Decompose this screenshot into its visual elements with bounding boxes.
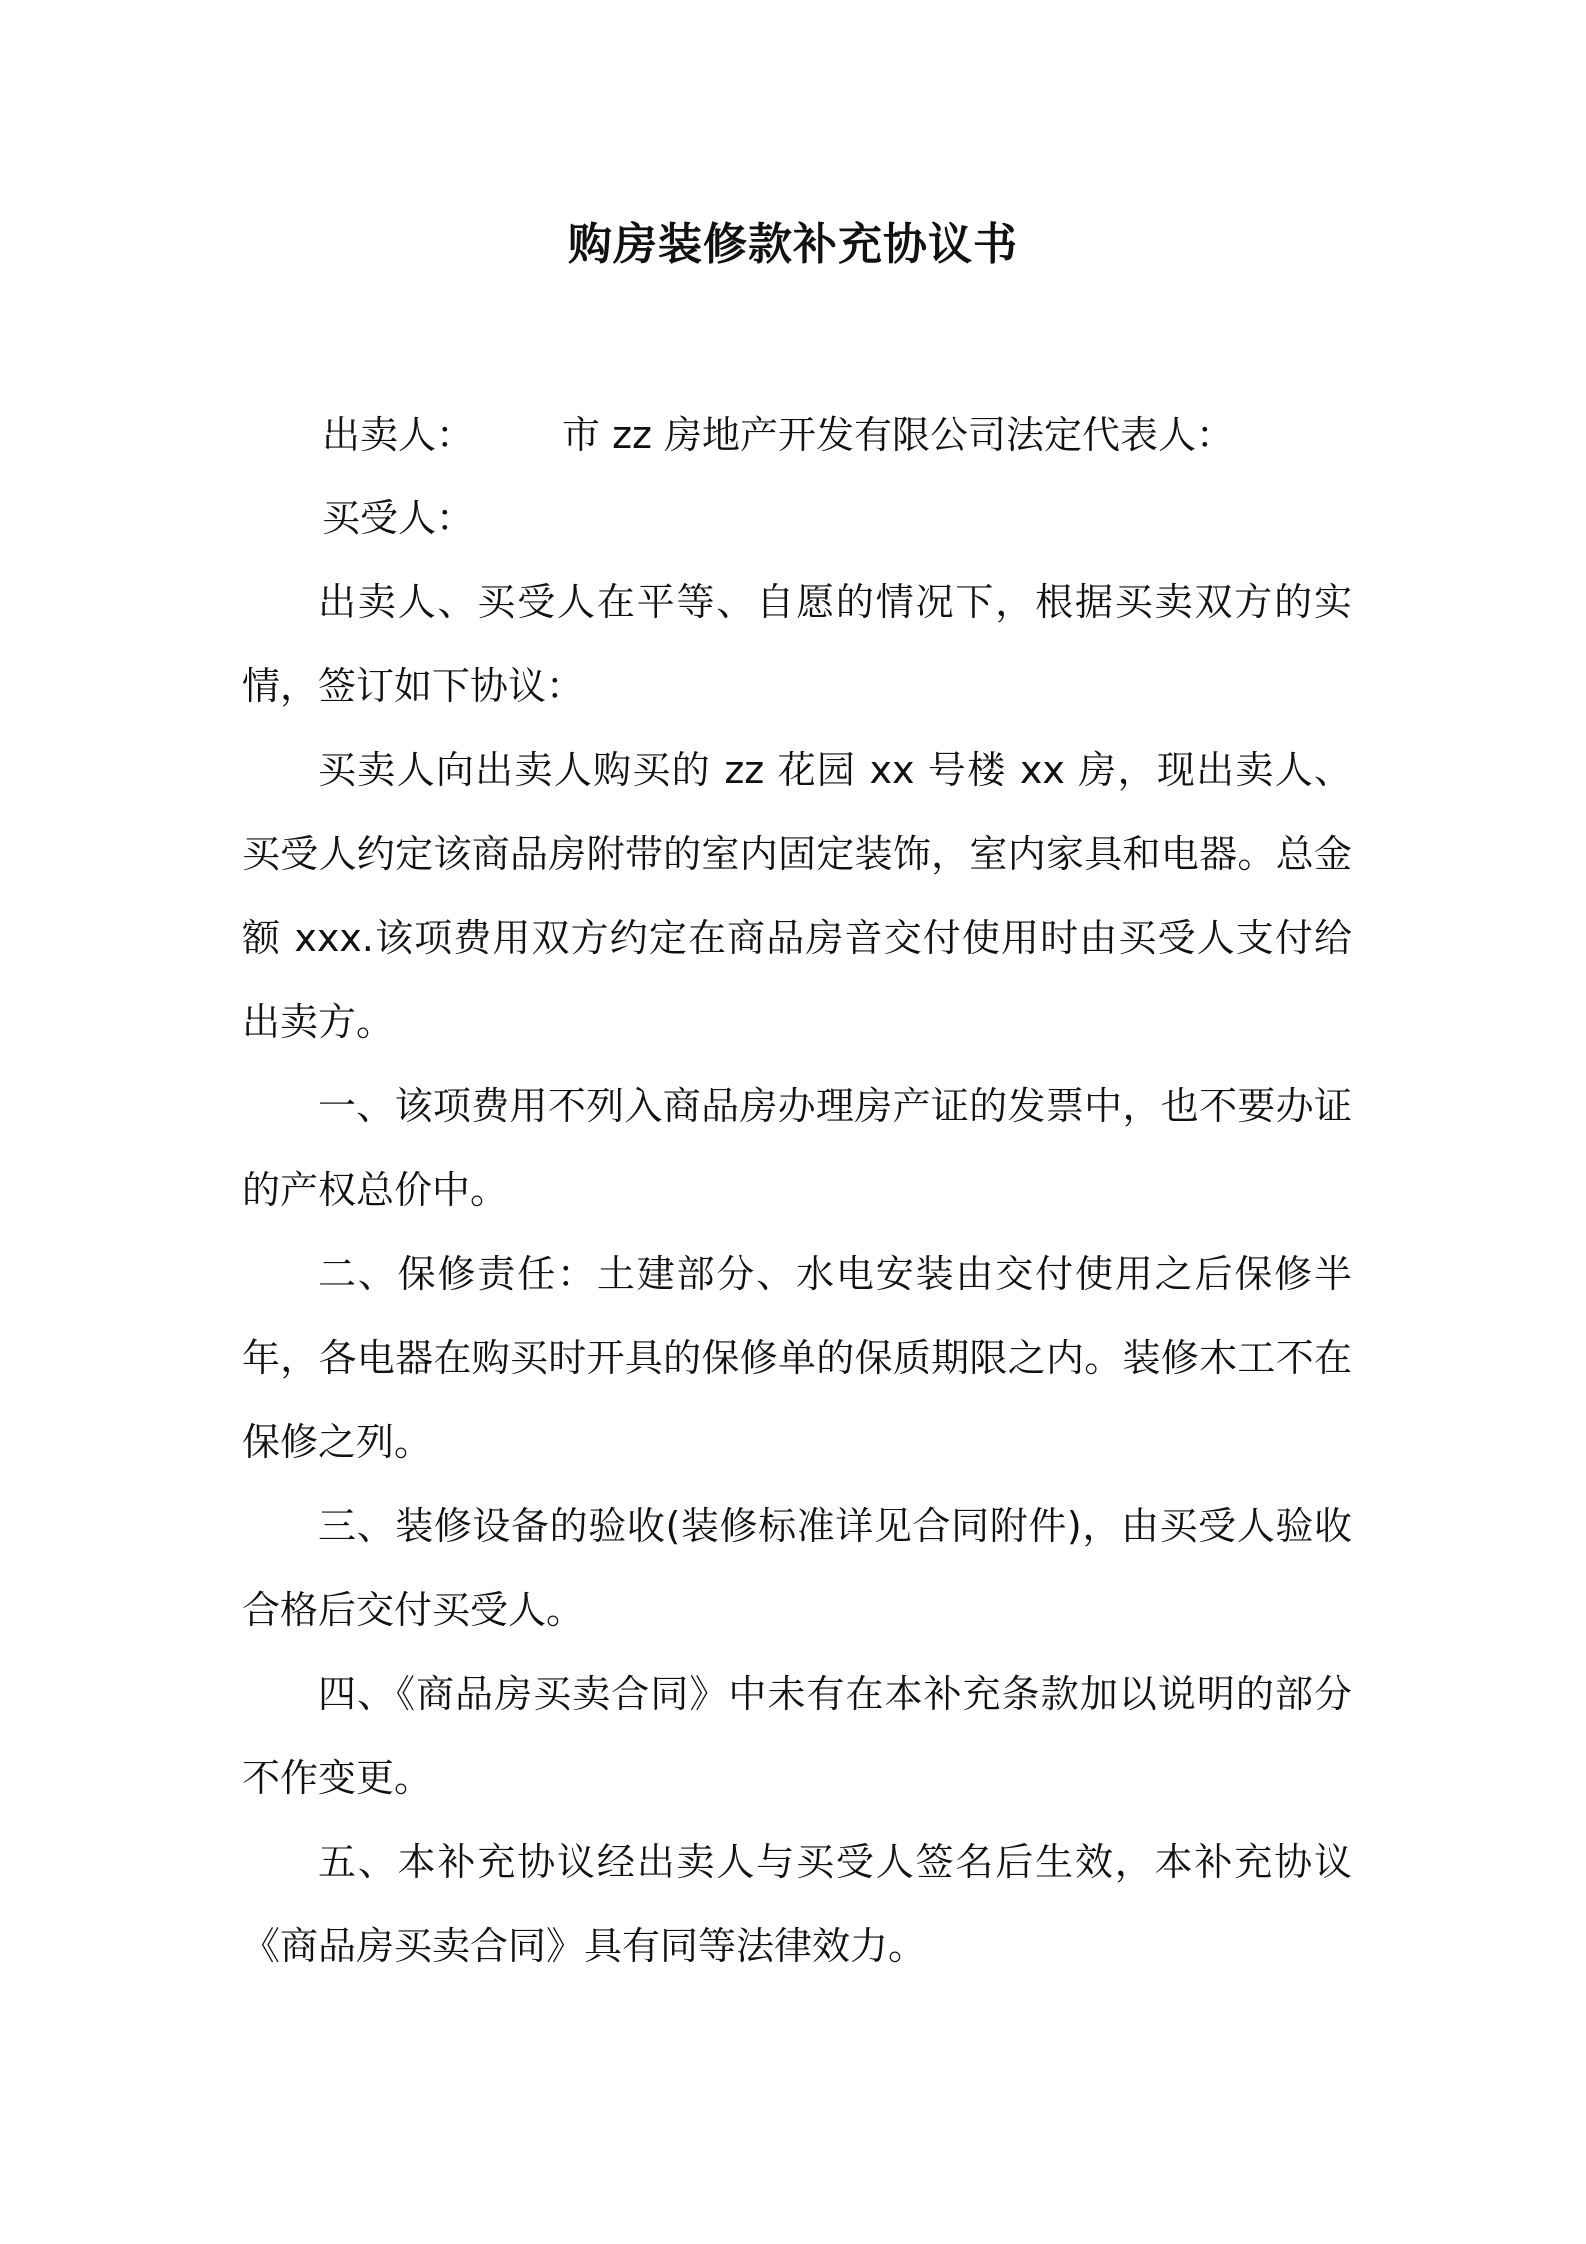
seller-label: 出卖人： [322,413,475,457]
paragraph-intro: 出卖人、买受人在平等、自愿的情况下，根据买卖双方的实情，签订如下协议： [242,580,1352,708]
clause-3: 三、装修设备的验收(装修标准详见合同附件)，由买受人验收合格后交付买受人。 [242,1504,1352,1632]
agreement-body [242,560,1352,1988]
seller-value: 市 zz 房地产开发有限公司法定代表人： [562,413,1235,457]
clause-5: 五、本补充协议经出卖人与买受人签名后生效，本补充协议《商品房买卖合同》具有同等法律效力。 [242,1840,1352,1968]
paragraph-purchase: 买卖人向出卖人购买的 zz 花园 xx 号楼 xx 房，现出卖人、买受人约定该商品房附带的室内固定装饰，室内家具和电器。总金额 xxx.该项费用双方约定在商品房音交付使用时由买受人支付给出卖方。 [242,748,1352,1044]
clause-1: 一、该项费用不列入商品房办理房产证的发票中，也不要办证的产权总价中。 [242,1084,1352,1212]
clause-2: 二、保修责任：土建部分、水电安装由交付使用之后保修半年，各电器在购买时开具的保修单的保质期限之内。装修木工不在保修之列。 [242,1252,1352,1464]
buyer-label: 买受人： [322,496,475,540]
clause-4: 四、《商品房买卖合同》中未有在本补充条款加以说明的部分不作变更。 [242,1672,1352,1800]
document-title: 购房装修款补充协议书 [568,219,1018,270]
